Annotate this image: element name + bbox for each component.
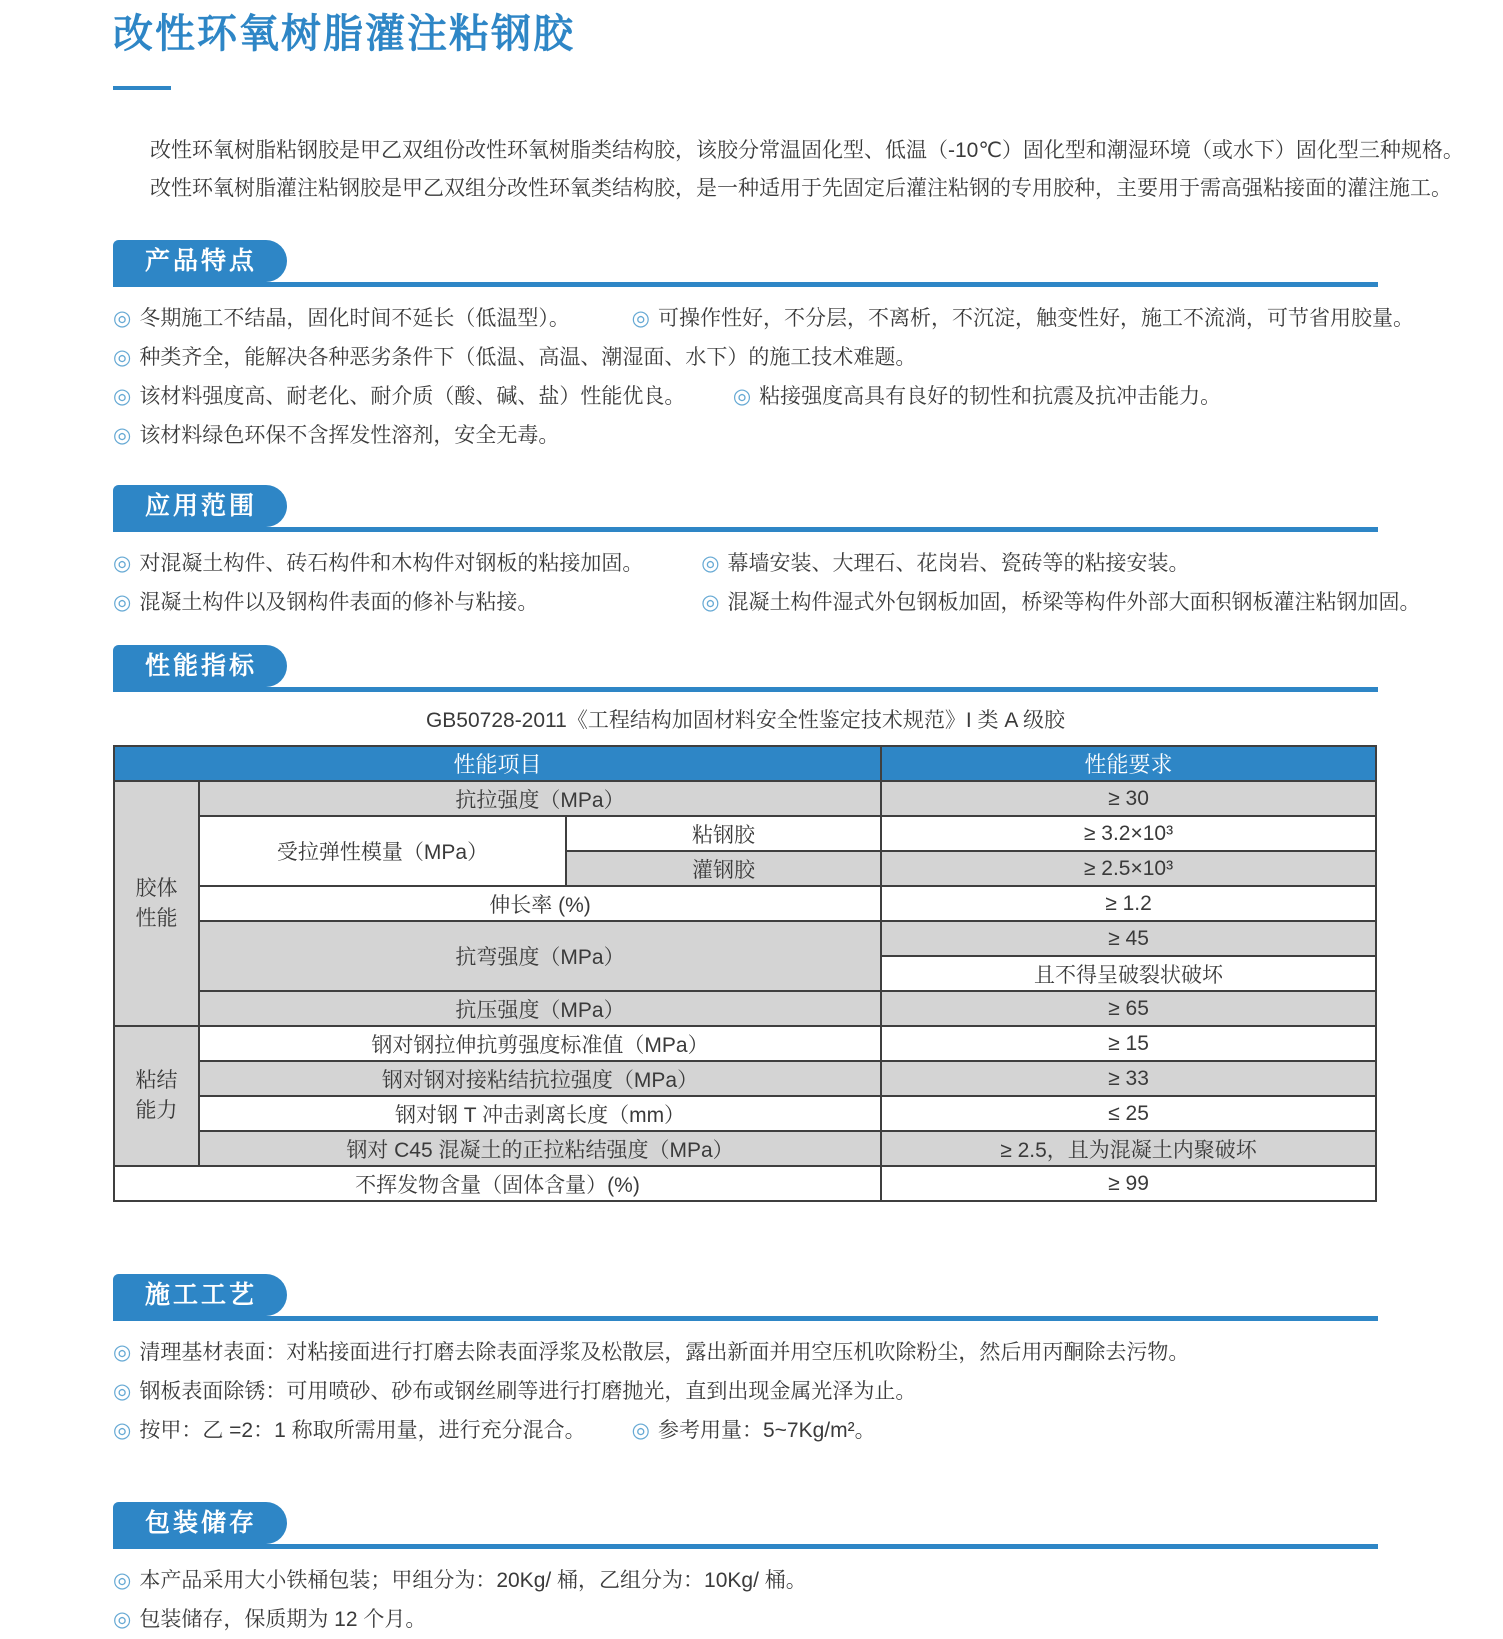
list-item-text: 按甲：乙 =2：1 称取所需用量，进行充分混合。 (139, 1419, 586, 1442)
bullet-icon: ◎ (113, 1379, 132, 1403)
list-item (113, 1600, 1378, 1639)
table-row (114, 1026, 1376, 1061)
list-item (113, 1561, 1378, 1600)
bullet-icon: ◎ (113, 1340, 132, 1364)
table-row (114, 816, 1376, 851)
property-cell: 抗弯强度（MPa） (199, 921, 881, 991)
list-item (113, 1333, 1378, 1372)
list-item-text: 可操作性好，不分层，不离析，不沉淀，触变性好，施工不流淌，可节省用胶量。 (657, 307, 1414, 330)
group-cell-adhesive (114, 781, 199, 1026)
value-cell: ≥ 3.2×10³ (881, 816, 1376, 851)
list-item (113, 299, 632, 338)
value-cell: ≥ 15 (881, 1026, 1376, 1061)
property-cell: 钢对钢 T 冲击剥离长度（mm） (199, 1096, 881, 1131)
list-item (632, 299, 1414, 338)
bullet-icon: ◎ (113, 423, 132, 447)
value-cell: ≥ 2.5，且为混凝土内聚破坏 (881, 1131, 1376, 1166)
list-item-text: 种类齐全，能解决各种恶劣条件下（低温、高温、潮湿面、水下）的施工技术难题。 (139, 346, 917, 369)
group-label: 胶体性能 (135, 876, 178, 930)
sub-property-cell: 粘钢胶 (566, 816, 881, 851)
list-item-text: 本产品采用大小铁桶包装；甲组分为：20Kg/ 桶，乙组分为：10Kg/ 桶。 (139, 1569, 807, 1592)
property-cell: 受拉弹性模量（MPa） (199, 816, 566, 886)
list-row (113, 1600, 1378, 1639)
section-tab-applications: 应用范围 (113, 485, 287, 527)
list-item (113, 583, 701, 622)
applications-list (113, 544, 1421, 622)
section-performance (113, 645, 1378, 1202)
list-row (113, 1561, 1378, 1600)
list-item-text: 参考用量：5~7Kg/m²。 (657, 1419, 876, 1442)
value-cell: ≥ 2.5×10³ (881, 851, 1376, 886)
bullet-icon: ◎ (113, 345, 132, 369)
list-item (113, 1372, 1378, 1411)
table-row (114, 1096, 1376, 1131)
page-title: 改性环氧树脂灌注粘钢胶 (113, 12, 575, 56)
bullet-icon: ◎ (732, 384, 752, 408)
bullet-icon: ◎ (113, 1607, 132, 1631)
property-cell: 抗压强度（MPa） (199, 991, 881, 1026)
section-header (113, 1502, 1378, 1549)
property-cell: 抗拉强度（MPa） (199, 781, 881, 816)
section-header (113, 240, 1378, 287)
column-header-requirement: 性能要求 (881, 746, 1376, 781)
column-header-property: 性能项目 (114, 746, 881, 781)
list-row (113, 299, 1414, 338)
list-item-text: 混凝土构件湿式外包钢板加固，桥梁等构件外部大面积钢板灌注粘钢加固。 (727, 591, 1421, 614)
section-applications (113, 485, 1421, 622)
list-row (113, 544, 1378, 583)
intro-line: 改性环氧树脂灌注粘钢胶是甲乙双组分改性环氧类结构胶，是一种适用于先固定后灌注粘钢的专用胶种，主要用于需高强粘接面的灌注施工。 (150, 177, 1452, 200)
section-packaging (113, 1502, 1378, 1639)
value-cell: ≥ 65 (881, 991, 1376, 1026)
value-cell: ≥ 45 (881, 921, 1376, 956)
performance-table (113, 745, 1377, 1202)
list-item (632, 1411, 1378, 1450)
list-row (113, 1411, 1378, 1450)
section-tab-construction: 施工工艺 (113, 1274, 287, 1316)
list-item (701, 544, 1378, 583)
value-cell: ≥ 99 (881, 1166, 1376, 1201)
table-caption: GB50728-2011《工程结构加固材料安全性鉴定技术规范》I 类 A 级胶 (425, 709, 1066, 732)
list-row (113, 377, 1378, 416)
bullet-icon: ◎ (701, 590, 720, 614)
list-item-text: 粘接强度高具有良好的韧性和抗震及抗冲击能力。 (759, 385, 1222, 408)
value-cell: ≤ 25 (881, 1096, 1376, 1131)
list-item (733, 377, 1378, 416)
section-construction (113, 1274, 1378, 1450)
section-tab-features: 产品特点 (113, 240, 287, 282)
value-cell: ≥ 33 (881, 1061, 1376, 1096)
list-item-text: 该材料强度高、耐老化、耐介质（酸、碱、盐）性能优良。 (139, 385, 686, 408)
list-item-text: 包装储存，保质期为 12 个月。 (139, 1608, 427, 1631)
bullet-icon: ◎ (631, 306, 650, 330)
table-row (114, 1166, 1376, 1201)
group-cell-bonding (114, 1026, 199, 1166)
packaging-list (113, 1561, 1378, 1639)
table-row (114, 991, 1376, 1026)
list-item-text: 钢板表面除锈：可用喷砂、砂布或钢丝刷等进行打磨抛光，直到出现金属光泽为止。 (139, 1380, 917, 1403)
property-cell: 钢对钢对接粘结抗拉强度（MPa） (199, 1061, 881, 1096)
list-row (113, 583, 1421, 622)
section-tab-packaging: 包装储存 (113, 1502, 287, 1544)
bullet-icon: ◎ (113, 384, 132, 408)
table-header-row (114, 746, 1376, 781)
bullet-icon: ◎ (113, 1568, 132, 1592)
bullet-icon: ◎ (631, 1418, 650, 1442)
section-header (113, 645, 1378, 692)
list-item (113, 416, 1378, 455)
table-row (114, 781, 1376, 816)
list-item-text: 该材料绿色环保不含挥发性溶剂，安全无毒。 (139, 424, 560, 447)
list-item (113, 338, 1378, 377)
section-features (113, 240, 1414, 455)
intro-line: 改性环氧树脂粘钢胶是甲乙双组份改性环氧树脂类结构胶，该胶分常温固化型、低温（-10℃）固化型和潮湿环境（或水下）固化型三种规格。 (150, 139, 1464, 162)
group-label: 粘结能力 (135, 1069, 178, 1122)
list-item (113, 544, 701, 583)
list-item-text: 对混凝土构件、砖石构件和木构件对钢板的粘接加固。 (139, 552, 644, 575)
list-item (113, 377, 733, 416)
list-row (113, 338, 1378, 377)
table-row (114, 886, 1376, 921)
title-underline (113, 86, 171, 90)
value-cell: ≥ 30 (881, 781, 1376, 816)
list-item-text: 冬期施工不结晶，固化时间不延长（低温型）。 (139, 307, 570, 330)
property-cell: 钢对 C45 混凝土的正拉粘结强度（MPa） (199, 1131, 881, 1166)
list-row (113, 1333, 1378, 1372)
section-header (113, 485, 1378, 532)
bullet-icon: ◎ (113, 306, 132, 330)
list-item (113, 1411, 632, 1450)
construction-list (113, 1333, 1378, 1450)
bullet-icon: ◎ (113, 1418, 132, 1442)
property-cell: 钢对钢拉伸抗剪强度标准值（MPa） (199, 1026, 881, 1061)
list-item-text: 混凝土构件以及钢构件表面的修补与粘接。 (139, 591, 539, 614)
bullet-icon: ◎ (701, 551, 720, 575)
list-row (113, 416, 1378, 455)
value-cell: ≥ 1.2 (881, 886, 1376, 921)
section-tab-performance: 性能指标 (113, 645, 287, 687)
property-cell: 伸长率 (%) (199, 886, 881, 921)
property-cell: 不挥发物含量（固体含量）(%) (114, 1166, 881, 1201)
section-header (113, 1274, 1378, 1321)
intro-paragraph (113, 132, 1464, 208)
bullet-icon: ◎ (113, 551, 132, 575)
value-cell: 且不得呈破裂状破坏 (881, 956, 1376, 991)
list-row (113, 1372, 1378, 1411)
list-item-text: 幕墙安装、大理石、花岗岩、瓷砖等的粘接安装。 (727, 552, 1190, 575)
sub-property-cell: 灌钢胶 (566, 851, 881, 886)
list-item (701, 583, 1420, 622)
list-item-text: 清理基材表面：对粘接面进行打磨去除表面浮浆及松散层，露出新面并用空压机吹除粉尘，然后用丙酮除去污物。 (139, 1341, 1190, 1364)
table-row (114, 921, 1376, 956)
table-row (114, 1131, 1376, 1166)
features-list (113, 299, 1414, 455)
bullet-icon: ◎ (113, 590, 132, 614)
table-row (114, 1061, 1376, 1096)
